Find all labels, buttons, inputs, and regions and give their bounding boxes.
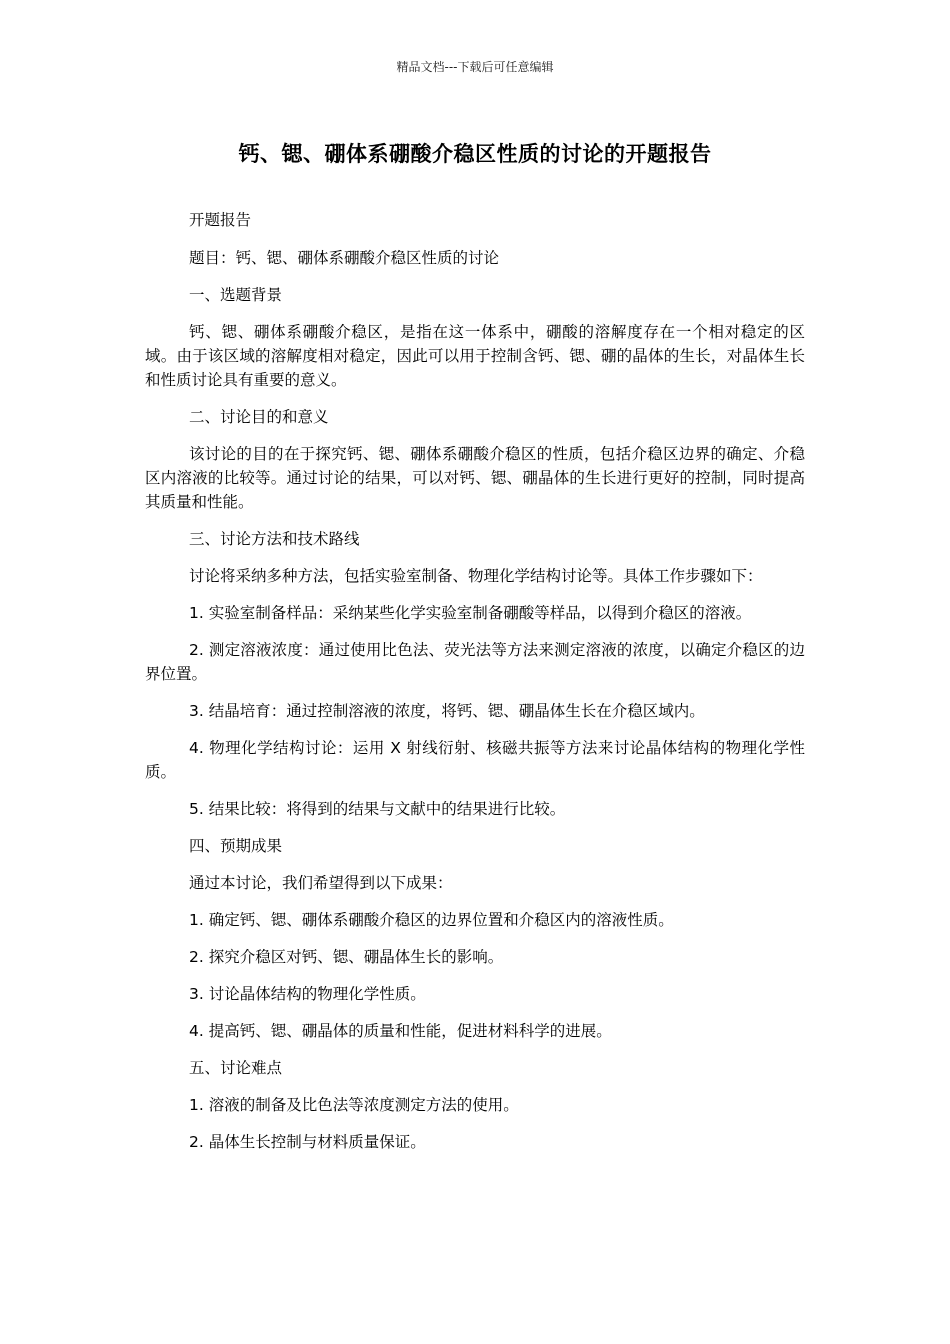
difficulty-item-2: 2. 晶体生长控制与材料质量保证。: [189, 1133, 426, 1151]
method-step-5: 5. 结果比较：将得到的结果与文献中的结果进行比较。: [189, 800, 566, 818]
outcome-item-3: 3. 讨论晶体结构的物理化学性质。: [189, 985, 426, 1003]
topic-line: 题目：钙、锶、硼体系硼酸介稳区性质的讨论: [189, 249, 500, 267]
section-heading-outcomes: 四、预期成果: [189, 837, 283, 855]
section-heading-background: 一、选题背景: [189, 286, 283, 304]
method-step-4: 4. 物理化学结构讨论：运用 X 射线衍射、核磁共振等方法来讨论晶体结构的物理化学性质。: [145, 739, 805, 781]
method-step-1: 1. 实验室制备样品：采纳某些化学实验室制备硼酸等样品，以得到介稳区的溶液。: [189, 604, 752, 622]
section-heading-purpose: 二、讨论目的和意义: [189, 408, 329, 426]
outcome-item-4: 4. 提高钙、锶、硼晶体的质量和性能，促进材料科学的进展。: [189, 1022, 612, 1040]
background-paragraph: 钙、锶、硼体系硼酸介稳区，是指在这一体系中，硼酸的溶解度存在一个相对稳定的区域。由于该区域的溶解度相对稳定，因此可以用于控制含钙、锶、硼的晶体的生长，对晶体生长和性质讨论具有重要的意义。: [145, 323, 805, 389]
report-label: 开题报告: [189, 211, 252, 229]
difficulty-item-1: 1. 溶液的制备及比色法等浓度测定方法的使用。: [189, 1096, 519, 1114]
section-heading-difficulties: 五、讨论难点: [189, 1059, 283, 1077]
outcomes-intro-paragraph: 通过本讨论，我们希望得到以下成果：: [189, 874, 453, 892]
section-heading-methods: 三、讨论方法和技术路线: [189, 530, 360, 548]
method-step-2: 2. 测定溶液浓度：通过使用比色法、荧光法等方法来测定溶液的浓度，以确定介稳区的边界位置。: [145, 641, 805, 683]
outcome-item-2: 2. 探究介稳区对钙、锶、硼晶体生长的影响。: [189, 948, 504, 966]
outcome-item-1: 1. 确定钙、锶、硼体系硼酸介稳区的边界位置和介稳区内的溶液性质。: [189, 911, 674, 929]
document-title: 钙、锶、硼体系硼酸介稳区性质的讨论的开题报告: [238, 142, 712, 166]
method-step-3: 3. 结晶培育：通过控制溶液的浓度，将钙、锶、硼晶体生长在介稳区域内。: [189, 702, 705, 720]
methods-intro-paragraph: 讨论将采纳多种方法，包括实验室制备、物理化学结构讨论等。具体工作步骤如下：: [189, 567, 763, 585]
page-header-note: 精品文档---下载后可任意编辑: [396, 60, 554, 74]
document-body: [145, 208, 805, 1167]
purpose-paragraph: 该讨论的目的在于探究钙、锶、硼体系硼酸介稳区的性质，包括介稳区边界的确定、介稳区内溶液的比较等。通过讨论的结果，可以对钙、锶、硼晶体的生长进行更好的控制，同时提高其质量和性能。: [145, 445, 805, 511]
